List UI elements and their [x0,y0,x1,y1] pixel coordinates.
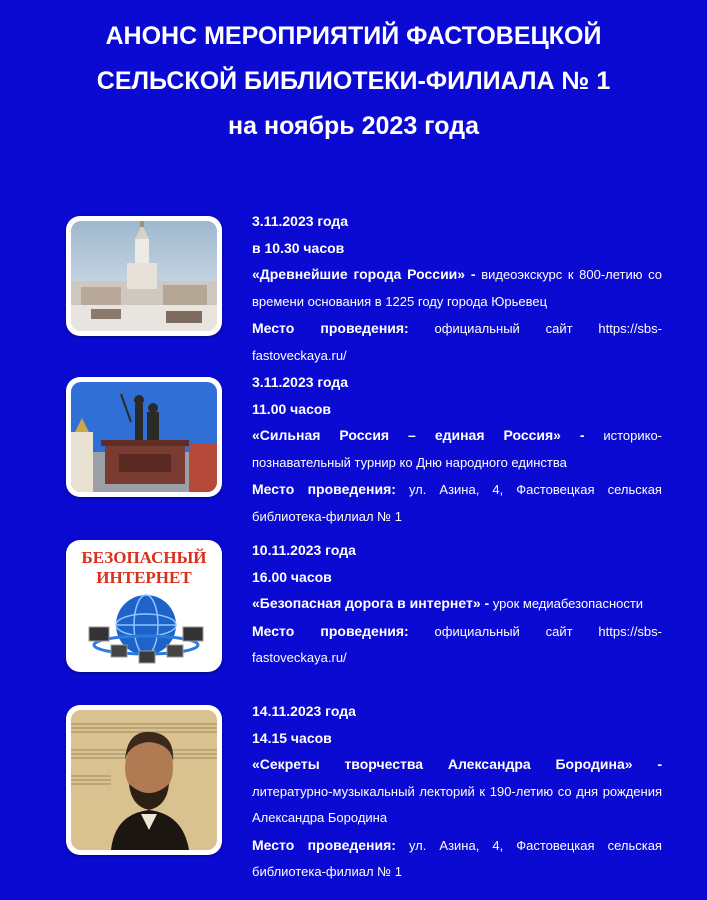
event-time: 14.15 часов [252,729,332,746]
event-place-block [252,618,662,672]
event-image [66,540,222,672]
event-description-block [252,590,662,618]
event-description: урок медиабезопасности [492,596,644,611]
event-date: 3.11.2023 года [252,213,349,229]
image-caption-line-1: БЕЗОПАСНЫЙ [81,548,207,567]
monument-photo-icon [71,382,217,492]
event-title: «Безопасная дорога в интернет» - [252,595,490,611]
event-place: официальный сайт https://sbs-fastoveckaya.ru/ [252,321,662,363]
place-label: Место проведения: [252,836,396,853]
event-place-block [252,832,662,886]
event-time: 16.00 часов [252,568,332,585]
event-title: «Древнейшие города России» - [252,266,476,282]
header-line-2: СЕЛЬСКОЙ БИБЛИОТЕКИ-ФИЛИАЛА № 1 [96,67,611,95]
event-date: 14.11.2023 года [252,703,356,719]
event-time: в 10.30 часов [252,239,345,256]
event-date: 3.11.2023 года [252,374,349,390]
event-place: ул. Азина, 4, Фастовецкая сельская библиотека-филиал № 1 [252,482,662,524]
event-description-block [252,261,662,315]
event-place: официальный сайт https://sbs-fastoveckaya.ru/ [252,623,662,665]
event-image [66,216,222,336]
image-caption-line-2: ИНТЕРНЕТ [96,568,192,587]
event-description: литературно-музыкальный лекторий к 190-летию со дня рождения Александра Бородина [252,783,662,825]
event-place: ул. Азина, 4, Фастовецкая сельская библиотека-филиал № 1 [252,837,662,879]
city-church-photo-icon [71,221,217,331]
event-image [66,377,222,497]
event-title: «Секреты творчества Александра Бородина» - [252,756,662,772]
event-info [252,208,662,369]
event-description: историко-познавательный турнир ко Дню народного единства [252,428,662,470]
globe-devices-illustration-icon [71,545,217,667]
event-time: 11.00 часов [252,400,332,417]
event-info [252,369,662,530]
page-header [0,14,707,149]
event-place-block [252,315,662,369]
event-description-block [252,751,662,832]
event-place-block [252,476,662,530]
composer-portrait-icon [71,710,217,850]
event-info [252,537,662,672]
event-date: 10.11.2023 года [252,542,356,558]
event-image [66,705,222,855]
header-line-3: на ноябрь 2023 года [228,112,479,140]
event-title: «Сильная Россия – единая Россия» - [252,427,585,443]
place-label: Место проведения: [252,622,409,639]
header-line-1: АНОНС МЕРОПРИЯТИЙ ФАСТОВЕЦКОЙ [105,22,602,50]
place-label: Место проведения: [252,320,409,336]
event-description-block [252,422,662,476]
event-description: видеоэкскурс к 800-летию со времени основания в 1225 году города Юрьевец [252,267,662,309]
place-label: Место проведения: [252,481,396,497]
event-info [252,698,662,886]
